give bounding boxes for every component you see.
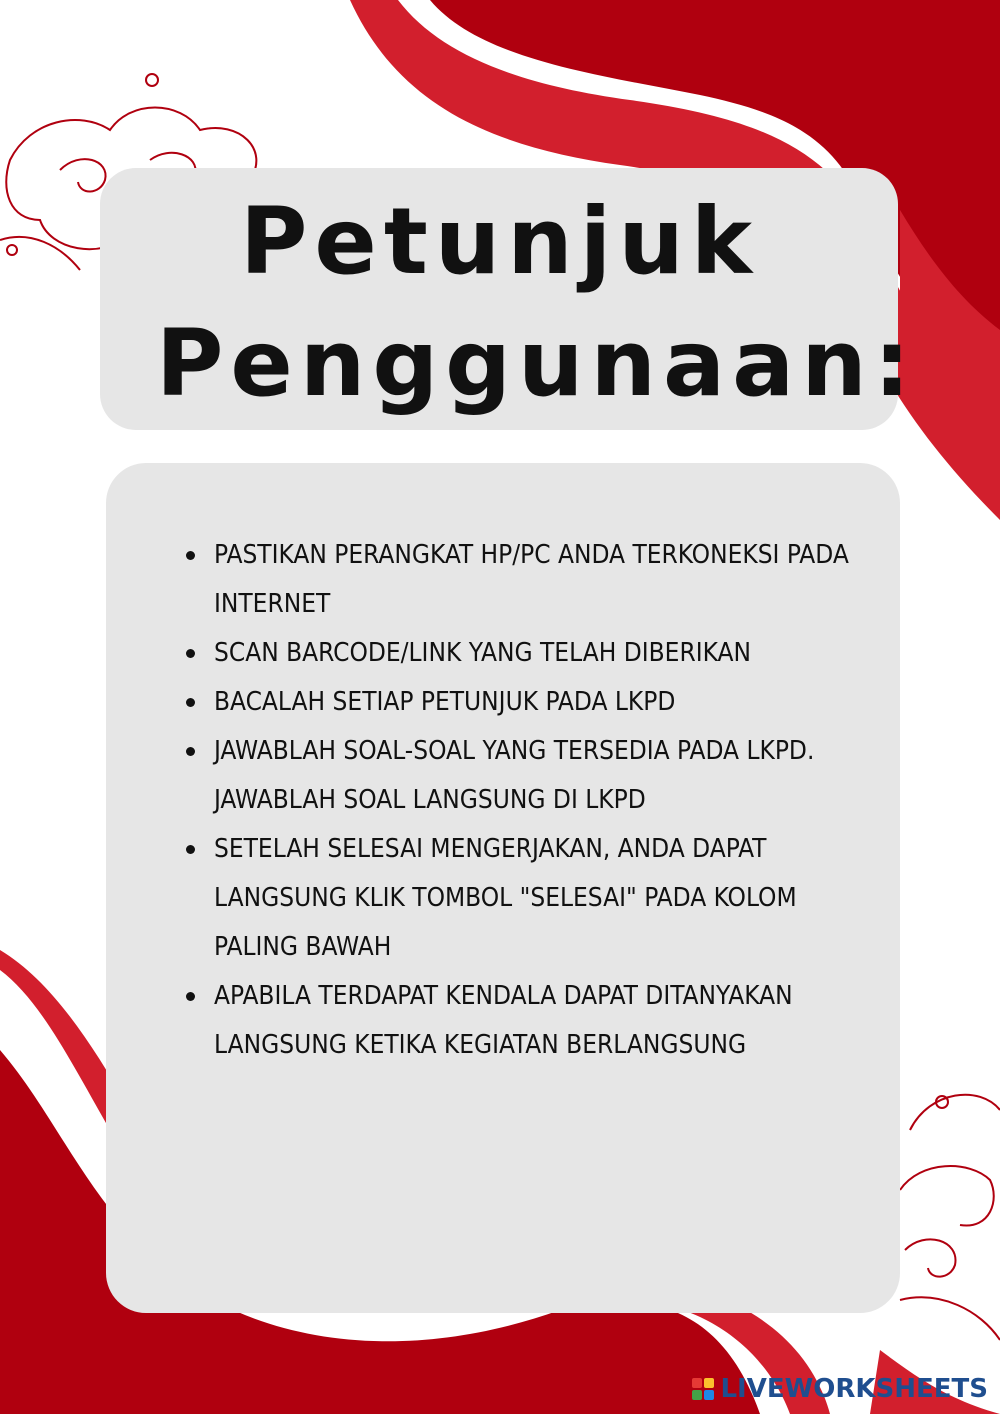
cloud-ornament-bottom-right [900,1095,1000,1340]
instruction-item [214,629,874,678]
instruction-item [214,727,874,825]
bullet-icon [186,649,195,658]
liveworksheets-brand[interactable] [692,1372,988,1406]
page-title-line-2: Penggunaan: [156,310,918,417]
instructions-card [106,463,900,1313]
instruction-item [214,678,874,727]
instruction-text: SETELAH SELESAI MENGERJAKAN, ANDA DAPAT LANGSUNG KLIK TOMBOL "SELESAI" PADA KOLOM PALING BAWAH [214,834,797,962]
bullet-icon [186,747,195,756]
title-card [100,168,918,430]
instruction-text: PASTIKAN PERANGKAT HP/PC ANDA TERKONEKSI PADA INTERNET [214,540,849,619]
page-title-line-1: Petunjuk [240,188,760,295]
instruction-item [214,531,874,629]
bullet-icon [186,845,195,854]
instruction-text: JAWABLAH SOAL-SOAL YANG TERSEDIA PADA LKPD. JAWABLAH SOAL LANGSUNG DI LKPD [214,736,815,815]
instruction-item [214,972,874,1070]
bullet-icon [186,992,195,1001]
instruction-text: SCAN BARCODE/LINK YANG TELAH DIBERIKAN [214,638,751,668]
brand-name: LIVEWORKSHEETS [720,1374,988,1404]
instruction-text: APABILA TERDAPAT KENDALA DAPAT DITANYAKAN LANGSUNG KETIKA KEGIATAN BERLANGSUNG [214,981,793,1060]
liveworksheets-logo-icon [692,1378,714,1400]
instructions-list [214,531,874,1070]
bullet-icon [186,698,195,707]
bullet-icon [186,551,195,560]
instruction-item [214,825,874,972]
instruction-text: BACALAH SETIAP PETUNJUK PADA LKPD [214,687,676,717]
